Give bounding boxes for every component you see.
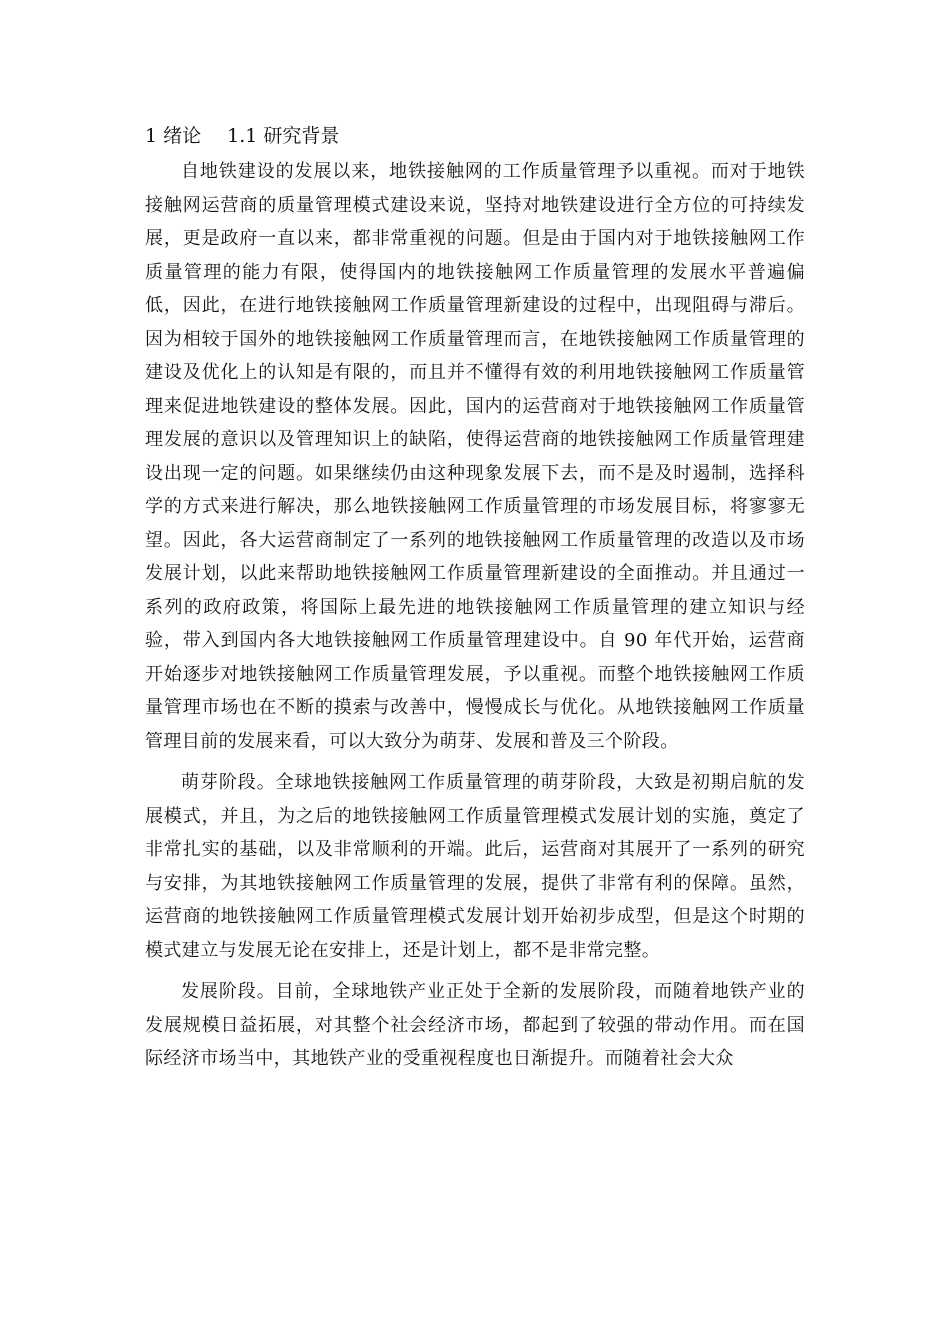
- chapter-title: 1 绪论: [145, 125, 202, 147]
- paragraph-background: 自地铁建设的发展以来，地铁接触网的工作质量管理予以重视。而对于地铁接触网运营商的质量管理模式建设来说，坚持对地铁建设进行全方位的可持续发展，更是政府一直以来，都非常重视的问题。但是由于国内对于地铁接触网工作质量管理的能力有限，使得国内的地铁接触网工作质量管理的发展水平普遍偏低，因此，在进行地铁接触网工作质量管理新建设的过程中，出现阻碍与滞后。因为相较于国外的地铁接触网工作质量管理而言，在地铁接触网工作质量管理的建设及优化上的认知是有限的，而且并不懂得有效的利用地铁接触网工作质量管理来促进地铁建设的整体发展。因此，国内的运营商对于地铁接触网工作质量管理发展的意识以及管理知识上的缺陷，使得运营商的地铁接触网工作质量管理建设出现一定的问题。如果继续仍由这种现象发展下去，而不是及时遏制，选择科学的方式来进行解决，那么地铁接触网工作质量管理的市场发展目标，将寥寥无望。因此，各大运营商制定了一系列的地铁接触网工作质量管理的改造以及市场发展计划，以此来帮助地铁接触网工作质量管理新建设的全面推动。并且通过一系列的政府政策，将国际上最先进的地铁接触网工作质量管理的建立知识与经验，带入到国内各大地铁接触网工作质量管理建设中。自 90 年代开始，运营商开始逐步对地铁接触网工作质量管理发展，予以重视。而整个地铁接触网工作质量管理市场也在不断的摸索与改善中，慢慢成长与优化。从地铁接触网工作质量管理目前的发展来看，可以大致分为萌芽、发展和普及三个阶段。: [145, 161, 805, 752]
- section-heading: [145, 120, 805, 152]
- paragraph-budding-stage: 萌芽阶段。全球地铁接触网工作质量管理的萌芽阶段，大致是初期启航的发展模式，并且，为之后的地铁接触网工作质量管理模式发展计划的实施，奠定了非常扎实的基础，以及非常顺利的开端。此后，运营商对其展开了一系列的研究与安排，为其地铁接触网工作质量管理的发展，提供了非常有利的保障。虽然，运营商的地铁接触网工作质量管理模式发展计划开始初步成型，但是这个时期的模式建立与发展无论在安排上，还是计划上，都不是非常完整。: [145, 772, 805, 961]
- document-page: [145, 120, 805, 1084]
- section-title: 1.1 研究背景: [227, 125, 340, 147]
- paragraph-development-stage: 发展阶段。目前，全球地铁产业正处于全新的发展阶段，而随着地铁产业的发展规模日益拓展，对其整个社会经济市场，都起到了较强的带动作用。而在国际经济市场当中，其地铁产业的受重视程度也日渐提升。而随着社会大众: [145, 981, 805, 1069]
